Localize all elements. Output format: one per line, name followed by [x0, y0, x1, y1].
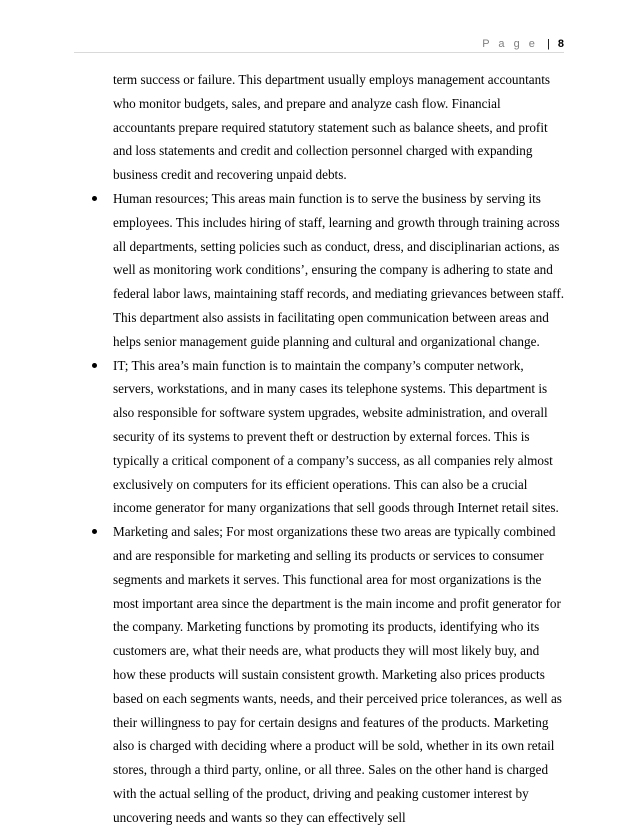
body-text [113, 68, 565, 830]
list-item-text: IT; This area’s main function is to maintain the company’s computer network, servers, workstations, and in many cases its telephone systems. This department is also responsible for software system upgrades, website administration, and overall security of its systems to prevent theft or destruction by external forces. This is typically a critical component of a company’s success, as all companies rely almost exclusively on computers for its efficient operations. This can also be a crucial income generator for many organizations that sell goods through Internet retail sites. [113, 357, 559, 516]
list-item-text: Human resources; This areas main function is to serve the business by serving its employees. This includes hiring of staff, learning and growth through training across all departments, setting policies such as conduct, dress, and disciplinarian actions, as well as monitoring work conditions’, ensuring the company is adhering to state and federal labor laws, maintaining staff records, and mediating grievances between staff. This department also assists in facilitating open communication between areas and helps senior management guide planning and cultural and organizational change. [113, 190, 565, 349]
list-item-it [113, 354, 565, 521]
bullet-icon [92, 196, 97, 201]
page-number: 8 [557, 38, 564, 50]
header-rule [74, 52, 564, 53]
list-item-marketing-sales [113, 520, 565, 829]
bullet-icon [92, 529, 97, 534]
page-label: P a g e [482, 38, 538, 50]
continuation-paragraph: term success or failure. This department usually employs management accountants who monitor budgets, sales, and prepare and analyze cash flow. Financial accountants prepare required statutory statement such as balance sheets, and profit and loss statements and credit and collection personnel charged with expanding business credit and recovering unpaid debts. [113, 72, 551, 183]
bullet-icon [92, 363, 97, 368]
list-item-human-resources [113, 187, 565, 354]
list-item-text: Marketing and sales; For most organizations these two areas are typically combined and are responsible for marketing and selling its products or services to consumer segments and markets it serves. This functional area for most organizations is the most important area since the department is the main income and profit generator for the company. Marketing functions by promoting its products, identifying who its customers are, what their needs are, what products they will most likely buy, and how these products will sustain consistent growth. Marketing also prices products based on each segments wants, needs, and their perceived price tolerances, as well as their willingness to pay for certain designs and features of the products. Marketing also is charged with deciding where a product will be sold, whether in its own retail stores, through a third party, online, or all three. Sales on the other hand is charged with the actual selling of the product, driving and peaking customer interest by uncovering needs and wants so they can effectively sell [113, 524, 562, 825]
page-header [482, 38, 564, 50]
page-separator: | [546, 38, 550, 50]
